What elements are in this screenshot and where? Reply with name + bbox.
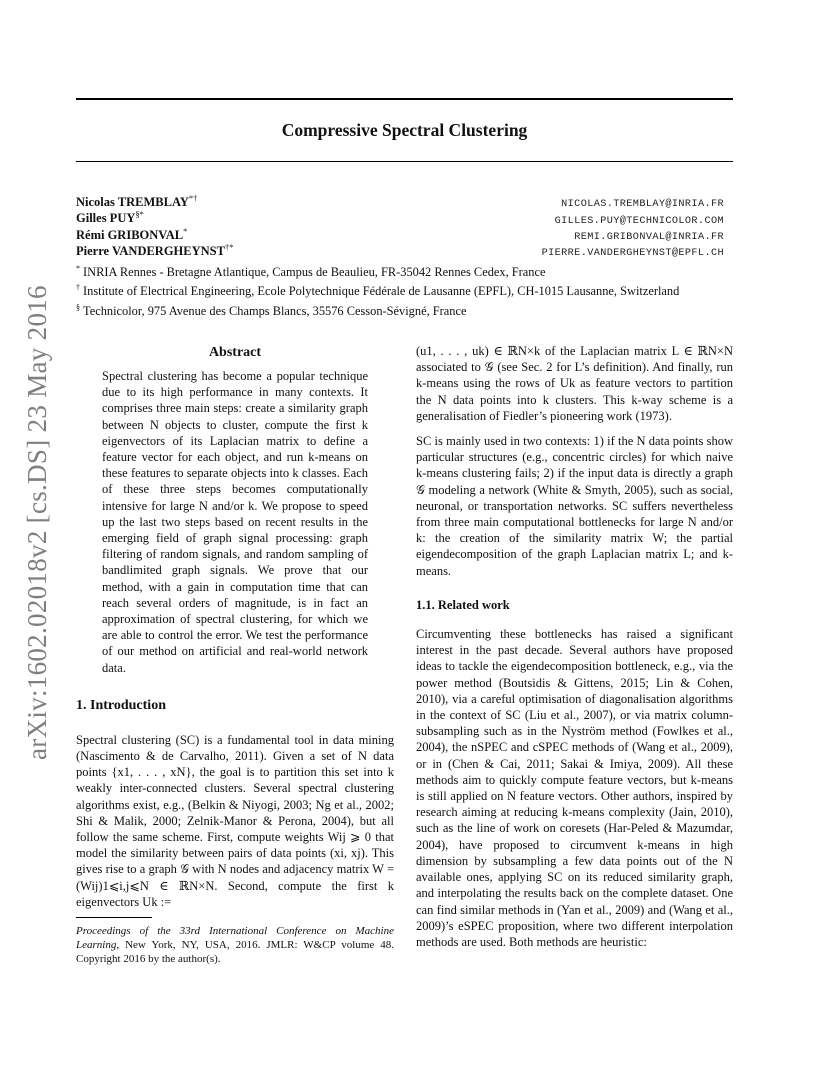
title-top-rule <box>76 98 733 100</box>
footnote-rule <box>76 917 152 918</box>
related-work-heading: 1.1. Related work <box>416 597 510 612</box>
paper-title: Compressive Spectral Clustering <box>281 120 528 140</box>
abstract-heading: Abstract <box>208 345 262 360</box>
author-email[interactable]: PIERRE.VANDERGHEYNST@EPFL.CH <box>541 248 724 260</box>
author-email[interactable]: REMI.GRIBONVAL@INRIA.FR <box>574 231 724 243</box>
author-row <box>76 226 724 242</box>
footnote-rest: , New York, NY, USA, 2016. JMLR: W&CP volume 48. Copyright 2016 by the author(s). <box>76 939 394 965</box>
author-row <box>76 193 724 209</box>
author-row <box>76 209 724 225</box>
author-name: Rémi GRIBONVAL* <box>76 225 188 242</box>
author-email[interactable]: GILLES.PUY@TECHNICOLOR.COM <box>554 215 724 227</box>
left-column <box>76 343 394 910</box>
arxiv-stamp: arXiv:1602.02018v2 [cs.DS] 23 May 2016 <box>22 285 52 760</box>
affiliation: * INRIA Rennes - Bretagne Atlantique, Campus de Beaulieu, FR-35042 Rennes Cedex, France <box>76 264 546 280</box>
title-bottom-rule <box>76 161 733 162</box>
related-work-paragraph: Circumventing these bottlenecks has raised a significant interest in the past decade. Several authors have proposed ideas to tackle the eigendecomposition bottleneck, e.g., via the power method (Boutsidis & Gittens, 2015; Lin & Cohen, 2010), via a careful optimisation of diagonalisation algorithms in the context of SC (Liu et al., 2007), or via matrix column-subsampling such as in the Nyström method (Fowlkes et al., 2004), the nSPEC and cSPEC methods of (Wang et al., 2009), or in (Chen & Cai, 2011; Sakai & Imiya, 2009). All these methods aim to quickly compute feature vectors, but k-means is still applied on N feature vectors. Other authors, inspired by research aiming at reducing k-means complexity (Jain, 2010), such as the line of work on coresets (Har-Peled & Mazumdar, 2004), have proposed to circumvent k-means in high dimension by subsampling a few data points out of the N available ones, applying SC on its reduced similarity graph, and interpolating the results back on the complete dataset. One can find similar methods in (Yan et al., 2009) and (Wang et al., 2009)’s eSPEC proposition, where two different interpolation methods are used. Both methods are heuristic: <box>416 627 733 949</box>
body-paragraph: (u1, . . . , uk) ∈ ℝN×k of the Laplacian matrix L ∈ ℝN×N associated to 𝒢 (see Sec. 2 for L’s definition). And finally, run k-means using the rows of Uk as feature vectors to partition the N data points into k clusters. This k-way scheme is a generalisation of Fiedler’s pioneering work (1973). <box>416 344 733 423</box>
author-block <box>76 193 724 259</box>
author-name: Gilles PUY§* <box>76 209 144 226</box>
affiliation: § Technicolor, 975 Avenue des Champs Blancs, 35576 Cesson-Sévigné, France <box>76 302 467 318</box>
author-name: Pierre VANDERGHEYNST†* <box>76 242 234 259</box>
footnote <box>76 917 394 966</box>
affiliation: † Institute of Electrical Engineering, Ecole Polytechnique Fédérale de Lausanne (EPFL), CH-1015 Lausanne, Switzerland <box>76 283 680 299</box>
right-column <box>416 343 733 950</box>
author-row <box>76 242 724 258</box>
author-name: Nicolas TREMBLAY*† <box>76 193 198 210</box>
introduction-paragraph: Spectral clustering (SC) is a fundamental tool in data mining (Nascimento & de Carvalho, 2011). Given a set of N data points {x1, . . . , xN}, the goal is to partition this set into k weakly inter-connected clusters. Several spectral clustering algorithms exist, e.g., (Belkin & Niyogi, 2003; Ng et al., 2002; Shi & Malik, 2000; Zelnik-Manor & Perona, 2004), but all follow the same scheme. First, compute weights Wij ⩾ 0 that model the similarity between pairs of data points (xi, xj). This gives rise to a graph 𝒢 with N nodes and adjacency matrix W = (Wij)1⩽i,j⩽N ∈ ℝN×N. Second, compute the first k eigenvectors Uk := <box>76 732 394 909</box>
footnote-proceedings: Proceedings of the 33rd International Conference on Machine Learning <box>76 925 394 951</box>
body-paragraph: SC is mainly used in two contexts: 1) if the N data points show particular structures (e.g., concentric circles) for which naive k-means clustering fails; 2) if the input data is directly a graph 𝒢 modeling a network (White & Smyth, 2005), such as social, neuronal, or transportation networks. SC suffers nevertheless from three main computational bottlenecks for large N and/or k: the creation of the similarity matrix W; the partial eigendecomposition of the graph Laplacian matrix L; and k-means. <box>416 434 733 578</box>
author-email[interactable]: NICOLAS.TREMBLAY@INRIA.FR <box>561 199 724 211</box>
introduction-heading: 1. Introduction <box>76 697 166 713</box>
affiliation-list <box>76 261 736 319</box>
abstract-text: Spectral clustering has become a popular technique due to its high performance in many contexts. It comprises three main steps: create a similarity graph between N objects to cluster, compute the first k eigenvectors of its Laplacian matrix to define a feature vector for each object, and run k-means on these features to separate objects into k classes. Each of these three steps becomes computationally intensive for large N and/or k. We propose to speed up the last two steps based on recent results in the emerging field of graph signal processing: graph filtering of random signals, and random sampling of bandlimited graph signals. We prove that our method, with a gain in computation time that can reach several orders of magnitude, is in fact an approximation of spectral clustering, for which we are able to control the error. We test the performance of our method on artificial and real-world network data. <box>102 369 368 675</box>
